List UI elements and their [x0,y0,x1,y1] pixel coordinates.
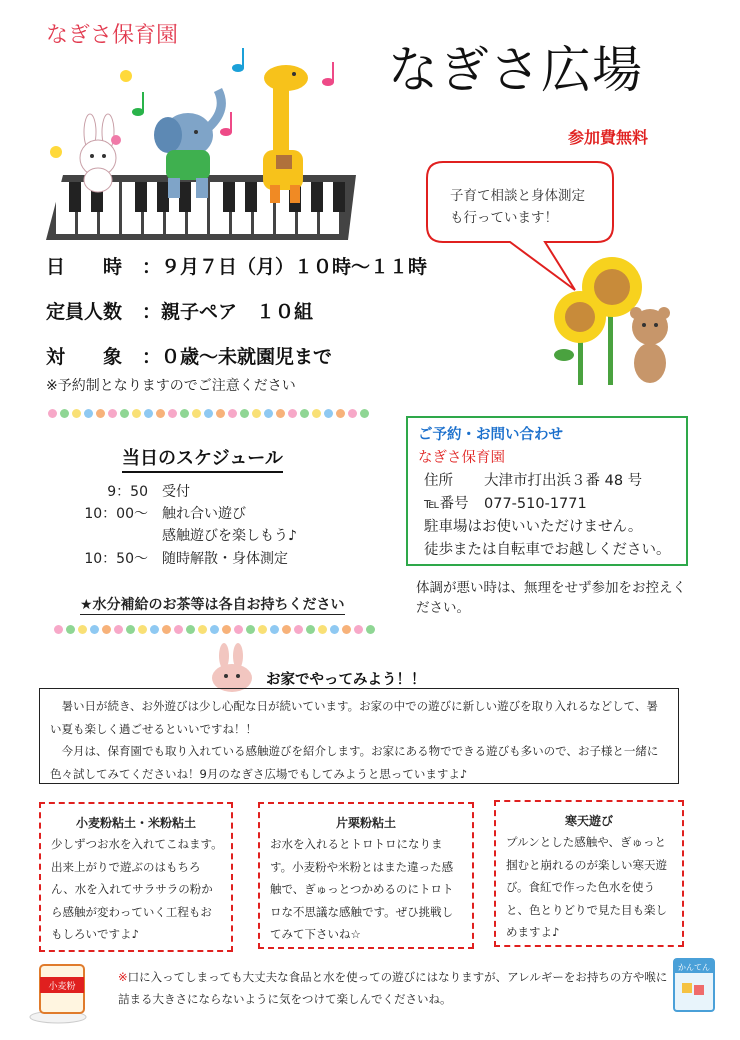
decorative-dot [144,409,153,418]
capacity-row [46,297,313,324]
target-value: ：０歳～未就園児まで [142,346,333,368]
bubble-line: も行っています！ [450,210,558,226]
dot-divider [48,408,378,420]
decorative-dot [312,409,321,418]
home-section-title: お家でやってみよう！！ [266,672,426,688]
activity-card-starch [258,802,474,949]
kanten-box-label: かんてん [678,963,710,972]
tel-label: ℡番号 [424,496,469,512]
decorative-dot [324,409,333,418]
decorative-dot [186,625,195,634]
target-label: 対 象 [46,346,123,368]
address-value: 大津市打出浜３番 48 号 [484,473,643,489]
address-label: 住所 [424,473,453,489]
flower-icon [50,146,62,158]
dot-divider [54,624,382,636]
decorative-dot [222,625,231,634]
decorative-dot [96,409,105,418]
decorative-dot [288,409,297,418]
decorative-dot [138,625,147,634]
contact-address [424,469,642,490]
decorative-dot [126,625,135,634]
decorative-dot [198,625,207,634]
decorative-dot [108,409,117,418]
sunflower-bear-illustration [550,255,690,390]
date-row [46,252,427,279]
decorative-dot [276,409,285,418]
activity-card-kanten [494,800,684,947]
decorative-dot [90,625,99,634]
decorative-dot [366,625,375,634]
reservation-note: ※予約制となりますのでご注意ください [46,378,296,394]
decorative-dot [174,625,183,634]
schedule-text: 随時解散・身体測定 [162,551,288,567]
parking-note: 駐車場はお使いいただけません。 [424,519,643,535]
flour-bag-label: 小麦粉 [48,982,76,992]
decorative-dot [210,625,219,634]
intro-paragraph: 今月は、保育園でも取り入れている感触遊びを紹介します。お家にある物でできる遊びも多いので、お子様と一緒に色々試してみてくださいね！9月のなぎさ広場でもしてみようと思っていますよ♪ [50,744,659,781]
sunflower-icon [554,291,606,385]
intro-paragraph: 暑い日が続き、お外遊びは少し心配な日が続いています。お家の中での遊びに新しい遊びを取り入れるなどして、暑い夏も楽しく過ごせるといいですね！！ [50,699,658,736]
activity-body: 少しずつお水を入れてこねます。出来上がりで遊ぶのはもちろん、水を入れてサラサラの粉から感触が変わっていく工程もおもしろいですよ♪ [51,837,223,941]
water-note: ★水分補給のお茶等は各自お持ちください [80,594,345,615]
giraffe-icon [263,65,308,203]
activity-body: お水を入れるとトロトロになります。小麦粉や米粉とはまた違った感触で、ぎゅっとつかめるのにトロトロな不思議な感触です。ぜひ挑戦してみて下さいね☆ [270,837,454,941]
schedule-item [72,481,190,501]
schedule-title: 当日のスケジュール [122,444,283,473]
contact-tel [424,492,587,513]
activity-title: 寒天遊び [564,814,613,828]
decorative-dot [240,409,249,418]
decorative-dot [270,625,279,634]
date-value: ：９月７日（月）１０時～１１時 [142,256,428,278]
music-note-icon [132,92,144,116]
schedule-text: 感触遊びを楽しもう♪ [162,528,297,544]
schedule-text: 触れ合い遊び [162,506,246,522]
decorative-dot [48,409,57,418]
decorative-dot [150,625,159,634]
schedule-time: 10：00～ [84,506,148,522]
decorative-dot [264,409,273,418]
piano-animals-illustration [38,40,368,240]
access-note: 徒歩または自転車でお越しください。 [424,542,671,558]
activity-title: 小麦粉粘土・米粉粘土 [75,816,196,830]
rabbit-icon [206,642,258,694]
decorative-dot [258,625,267,634]
activity-body: プルンとした感触や、ぎゅっと掴むと崩れるのが楽しい寒天遊び。食紅で作った色水を使うと、色とりどりで見た目も楽しめますよ♪ [506,835,667,939]
contact-org: なぎさ保育園 [418,450,505,466]
schedule-item [72,503,246,523]
decorative-dot [168,409,177,418]
decorative-dot [204,409,213,418]
capacity-label: 定員人数 [46,301,123,323]
date-label: 日 時 [46,256,123,278]
decorative-dot [228,409,237,418]
schedule-item [72,548,288,568]
decorative-dot [330,625,339,634]
decorative-dot [84,409,93,418]
decorative-dot [156,409,165,418]
footer-text: 口に入ってしまっても大丈夫な食品と水を使っての遊びにはなりますが、アレルギーをお持ちの方や喉に詰まる大きさにならないように気をつけて楽しんでくださいね。 [118,970,668,1006]
decorative-dot [348,409,357,418]
decorative-dot [252,409,261,418]
decorative-dot [54,625,63,634]
schedule-time: 9：50 [107,484,148,500]
bear-icon [630,307,670,383]
schedule-text: 受付 [162,484,190,500]
decorative-dot [336,409,345,418]
decorative-dot [162,625,171,634]
decorative-dot [306,625,315,634]
organization-name: なぎさ保育園 [46,23,179,48]
decorative-dot [318,625,327,634]
decorative-dot [360,409,369,418]
decorative-dot [72,409,81,418]
flour-bag-icon [28,955,96,1025]
decorative-dot [300,409,309,418]
decorative-dot [192,409,201,418]
schedule-time: 10：50～ [84,551,148,567]
decorative-dot [114,625,123,634]
decorative-dot [342,625,351,634]
decorative-dot [60,409,69,418]
decorative-dot [294,625,303,634]
footer-note [118,966,678,1010]
decorative-dot [216,409,225,418]
tel-value: 077-510-1771 [484,496,587,512]
schedule-item [72,525,297,545]
decorative-dot [354,625,363,634]
decorative-dot [180,409,189,418]
health-note: 体調が悪い時は、無理をせず参加をお控えください。 [416,580,686,616]
decorative-dot [132,409,141,418]
decorative-dot [78,625,87,634]
fee-label: 参加費無料 [568,128,649,147]
flower-icon [120,70,132,82]
music-note-icon [322,62,334,86]
footer-mark: ※ [118,970,128,984]
activity-title: 片栗粉粘土 [335,816,396,830]
decorative-dot [66,625,75,634]
bubble-line: 子育て相談と身体測定 [450,188,585,204]
speech-bubble-text [450,185,610,229]
page-title: なぎさ広場 [388,41,643,99]
decorative-dot [120,409,129,418]
music-note-icon [232,48,244,72]
contact-title: ご予約・お問い合わせ [418,427,563,443]
decorative-dot [102,625,111,634]
decorative-dot [246,625,255,634]
decorative-dot [282,625,291,634]
target-row [46,342,332,369]
activity-card-flour [39,802,233,952]
decorative-dot [234,625,243,634]
intro-box [39,688,679,784]
capacity-value: ：親子ペア １０組 [142,301,314,323]
